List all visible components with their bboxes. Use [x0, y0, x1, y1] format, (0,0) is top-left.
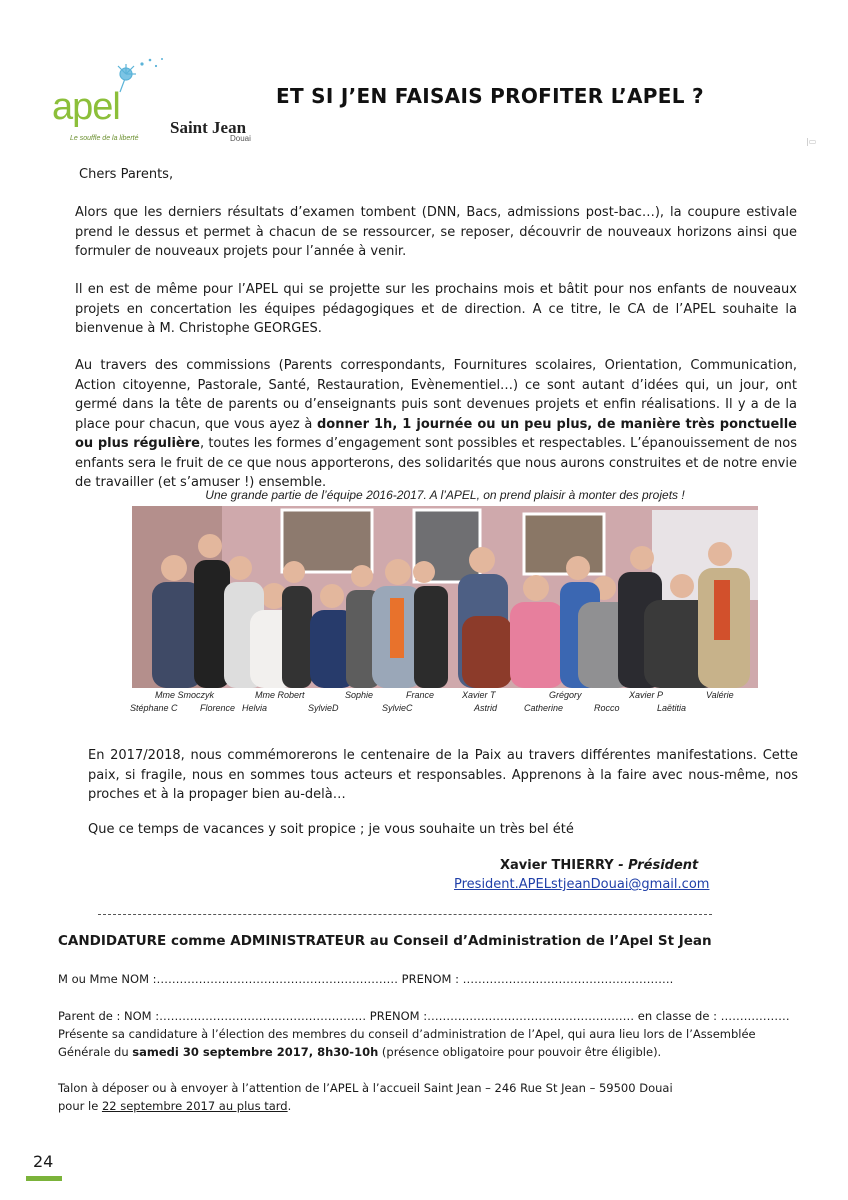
page-title: ET SI J’EN FAISAIS PROFITER L’APEL ?: [276, 84, 704, 108]
names-row-1-item: Sophie: [345, 690, 374, 700]
paragraph-2: Il en est de même pour l’APEL qui se projette sur les prochains mois et bâtit pour nos enfants de nouveaux projets en concertation les équipes pédagogiques et de direction. A ce titre, le CA de l’APEL souhaite la bienvenue à M. Christophe GEORGES.: [75, 282, 797, 336]
names-row-2-item: Astrid: [474, 703, 498, 713]
names-row-2-item: Rocco: [594, 703, 620, 713]
names-row-1-item: France: [406, 690, 435, 700]
apel-logo-tagline: Le souffle de la liberté: [70, 135, 139, 142]
cut-line: [98, 914, 712, 915]
form-candidacy-line: Présente sa candidature à l’élection des membres du conseil d’administration de l’Apel, qui aura lieu lors de l’Assemblée: [58, 1027, 756, 1041]
form-return-line: Talon à déposer ou à envoyer à l’attention de l’APEL à l’accueil Saint Jean – 246 Rue St Jean – 59500 Douai: [58, 1081, 673, 1095]
paragraph-4: En 2017/2018, nous commémorerons le centenaire de la Paix au travers différentes manifestations. Cette paix, si fragile, nous en sommes tous acteurs et responsables. Apprenons à la faire avec nous-même, nos proches et à la propager bien au-delà…: [88, 748, 798, 802]
salutation: Chers Parents,: [79, 167, 174, 182]
names-row-2-item: Florence: [200, 703, 236, 713]
apel-logo: apel: [52, 86, 120, 128]
deadline-date: 22 septembre 2017 au plus tard: [101, 1099, 288, 1113]
signature-name: Xavier THIERRY - Président: [500, 858, 699, 873]
form-title: CANDIDATURE comme ADMINISTRATEUR au Conseil d’Administration de l’Apel St Jean: [58, 933, 712, 949]
paragraph-5: Que ce temps de vacances y soit propice ; je vous souhaite un très bel été: [88, 822, 574, 837]
team-photo-illustration: [132, 506, 758, 688]
side-mark: |▭: [806, 137, 817, 146]
names-row-1-item: Grégory: [549, 690, 582, 700]
photo-caption: Une grande partie de l’équipe 2016-2017. A l’APEL, on prend plaisir à monter des projets !: [205, 488, 685, 502]
names-row-2-item: Stéphane C: [130, 703, 178, 713]
president-email-link[interactable]: President.APELstjeanDouai@gmail.com: [454, 877, 710, 892]
paragraph-1: Alors que les derniers résultats d’examen tombent (DNN, Bacs, admissions post-bac…), la coupure estivale prend le dessus et permet à chacun de se ressourcer, se reposer, découvrir de nouveaux horizons ainsi que formuler de nouveaux projets pour l’année à venir.: [75, 205, 797, 259]
names-row-1-item: Mme Smoczyk: [155, 690, 215, 700]
names-row-1-item: Mme Robert: [255, 690, 305, 700]
form-assembly-line: Générale du samedi 30 septembre 2017, 8h30-10h (présence obligatoire pour pouvoir être éligible).: [58, 1045, 662, 1059]
names-row-2-item: Catherine: [524, 703, 564, 713]
engagement-highlight: donner 1h, 1 journée ou un peu plus, de manière très ponctuelle ou plus régulière: [75, 416, 797, 451]
assembly-date: samedi 30 septembre 2017, 8h30-10h: [132, 1045, 379, 1059]
paragraph-3: Au travers des commissions (Parents correspondants, Fournitures scolaires, Orientation, Communication, Action citoyenne, Pastorale, Santé, Restauration, Evènementiel…) ce sont autant d’idées qui, un jour, ont germé dans la tête de parents ou d’enseignants puis sont devenues projets et enfin réalisations. Il y a de la place pour chacun, que vous ayez à donner 1h, 1 journée ou un peu plus, de manière très ponctuelle ou plus régulière, toutes les formes d’engagement sont possibles et respectables. L’épanouissement de nos enfants sera le fruit de ce que nous apporterons, des solidarités que nous aurons construites et de notre envie de travailler (et s’amuser !) ensemble.: [75, 358, 797, 490]
form-name-line[interactable]: M ou Mme NOM :……………………………………………………… PRENOM : ……………………………………………….: [58, 972, 674, 986]
form-deadline-line: pour le 22 septembre 2017 au plus tard.: [58, 1099, 292, 1113]
form-parent-line[interactable]: Parent de : NOM :……………………………………………… PRENOM :……………………………………………… en classe de : ………………: [58, 1009, 790, 1023]
school-logo: Saint Jean: [170, 118, 247, 137]
names-row-1-item: Xavier T: [462, 690, 496, 700]
team-photo: [132, 506, 758, 688]
names-row-1-item: Valérie: [706, 690, 734, 700]
signature-role: - Président: [618, 858, 699, 873]
names-row-2-item: SylvieD: [308, 703, 339, 713]
names-row-2-item: Helvia: [242, 703, 268, 713]
school-logo-city: Douai: [230, 134, 251, 143]
names-row-2-item: SylvieC: [382, 703, 413, 713]
page-number-bar: [26, 1176, 62, 1181]
page-number: 24: [33, 1152, 54, 1171]
names-row-1-item: Xavier P: [629, 690, 664, 700]
names-row-2-item: Laëtitia: [657, 703, 687, 713]
